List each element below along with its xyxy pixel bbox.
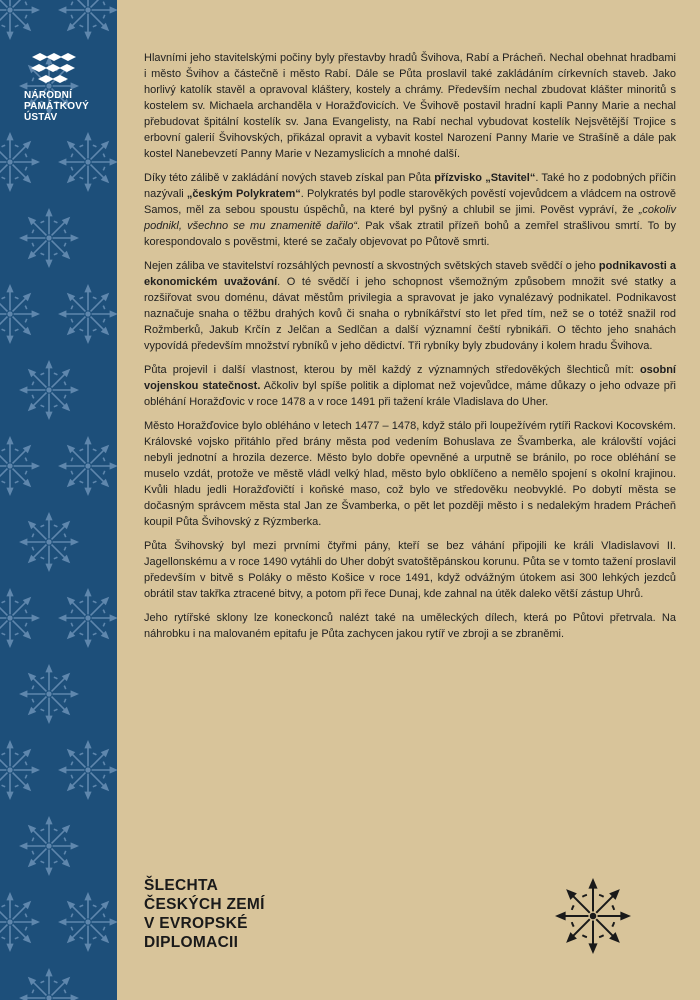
- text-run: . Také ho z podobných příčin nazývali: [144, 172, 676, 200]
- bold-text: přízvisko „Stavitel“: [434, 172, 536, 184]
- paragraph: [144, 50, 676, 162]
- institution-logo: [24, 52, 104, 123]
- text-run: Nejen záliba ve stavitelství rozsáhlých pevností a skvostných světských staveb svědčí o jeho: [144, 260, 599, 272]
- series-title-line: V EVROPSKÉ: [144, 915, 248, 932]
- bold-text: osobní vojenskou statečnost.: [144, 364, 676, 392]
- text-run: Díky této zálibě v zakládání nových staveb získal pan Půta: [144, 172, 435, 184]
- series-title-line: DIPLOMACII: [144, 934, 239, 951]
- text-run: Město Horažďovice bylo obléháno v letech 1477 – 1478, když stálo při loupežívém rytíři Rackovi Kocovském. Královské vojsko přitáhlo před brány města pod vedením Bohuslava ze Švamberka, ale královští vojáci nebyli jednotní a hrozila dezerce. Město bylo dobře opevněné a urputně se bránilo, po roce obléhání se muselo vzdát, protože ve městě vládl velký hlad, město bylo obklíčeno a nemělo spojení s okolní krajinou. Kvůli hladu jedli Horažďovičtí i koňské maso, což bylo ve středověku neobvyklé. Po dobytí města se dočasným správcem města stal Jan ze Švamberka, o pět let později město i s nedalekým hradem Prácheň koupil Půta Švihovský z Rýzmberka.: [144, 420, 676, 528]
- paragraph: [144, 418, 676, 530]
- logo-text-line: PAMÁTKOVÝ: [24, 101, 89, 112]
- bold-text: „českým Polykratem“: [186, 188, 301, 200]
- npu-logo-icon: [28, 52, 78, 86]
- logo-text-line: ÚSTAV: [24, 112, 58, 123]
- logo-text-line: NÁRODNÍ: [24, 90, 73, 101]
- series-title-line: ŠLECHTA: [144, 877, 219, 894]
- text-run: . Pak však ztratil přízeň bohů a zemřel strašlivou smrtí. To by korespondovalo s pověstmi, které se začaly objevovat po Půtově smrti.: [144, 220, 676, 248]
- text-run: Půta projevil i další vlastnost, kterou by měl každý z významných středověkých šlechticů mít:: [144, 364, 640, 376]
- compass-rose-pattern: [0, 0, 117, 1000]
- text-run: . Polykratés byl podle starověkých pověstí vojevůdcem a vládcem na ostrově Samos, měl za sebou spoustu úspěchů, na které byl pyšný a chlubil se jimi. Pověst vypráví, že: [144, 188, 677, 216]
- article-body: [144, 50, 676, 650]
- text-run: Hlavními jeho stavitelskými počiny byly přestavby hradů Švihova, Rabí a Prácheň. Nechal obehnat hradbami i město Švihov a částečně i město Rabí. Dále se Půta proslavil také zakládáním církevních staveb. Jako horlivý katolík stavěl a opravoval kláštery, kostely a chrámy. Především nechal zbudovat klášter minoritů s kostelem sv. Michaela archanděla v Horažďovicích. Ve Švihově postavil hradní kapli Panny Marie a nechal přebudovat špitální kostelík sv. Jana Evangelisty, na Rabí nechal vybudovat kostelík Nejsvětější Trojice s erbovní galerií Švihovských, přikázal opravit a vybavit kostel Narození Panny Marie ve Strašíně a dále pak kostel Nanebevzetí Panny Marie v Nezamyslicích a mnohé další.: [144, 52, 676, 160]
- bold-text: podnikavosti a ekonomickém uvažování: [144, 260, 676, 288]
- paragraph: [144, 170, 676, 250]
- paragraph: [144, 610, 676, 642]
- text-run: . O té svědčí i jeho schopnost všemožným způsobem množit své statky a rozšiřovat svou doménu, dávat městům privilegia a spravovat je jako vynalézavý podnikatel. Podnikavost naznačuje snaha o těžbu drahých kovů či snaha o rybníkářství sto let před tím, než se o totéž snažil rod Rožmberků, Jakub Krčín z Jelčan a Sedlčan a další významní čeští rybnikáři. O těchto jeho snahách vypovídá především množství rybníků v jeho dědictví. Tři rybníky byly zbudovány i kolem hradu Švihova.: [144, 276, 676, 352]
- series-title: [144, 876, 344, 952]
- text-run: Jeho rytířské sklony lze koneckonců nalézt také na uměleckých dílech, která po Půtovi přetrvala. Na náhrobku i na malovaném epitafu je Půta zachycen jakou rytíř ve zbroji a se zbraněmi.: [144, 612, 676, 640]
- text-run: Půta Švihovský byl mezi prvními čtyřmi pány, kteří se bez váhání připojili ke králi Vladislavovi II. Jagellonskému a v roce 1490 vytáhli do Uher dobýt svatoštěpánskou korunu. Půta se v tomto tažení proslavil především v bitvě s Poláky o město Košice v roce 1491, když odvážným útokem asi 300 lehkých jezdců obrátil stav takřka ztracené bitvy, a potom při řece Dunaj, kde zahnal na útěk daleko větší zástup Uhrů.: [144, 540, 676, 600]
- paragraph: [144, 362, 676, 410]
- italic-text: „cokoliv podnikl, všechno se mu znamenitě dařilo“: [144, 204, 676, 232]
- compass-rose-icon: [553, 876, 633, 956]
- paragraph: [144, 258, 676, 354]
- text-run: Ačkoliv byl spíše politik a diplomat než vojevůdce, máme důkazy o jeho odvaze při obléhání Horažďovic v roce 1478 a v roce 1491 při tažení krále Vladislava do Uher.: [144, 380, 676, 408]
- paragraph: [144, 538, 676, 602]
- series-title-line: ČESKÝCH ZEMÍ: [144, 896, 265, 913]
- sidebar: [0, 0, 117, 1000]
